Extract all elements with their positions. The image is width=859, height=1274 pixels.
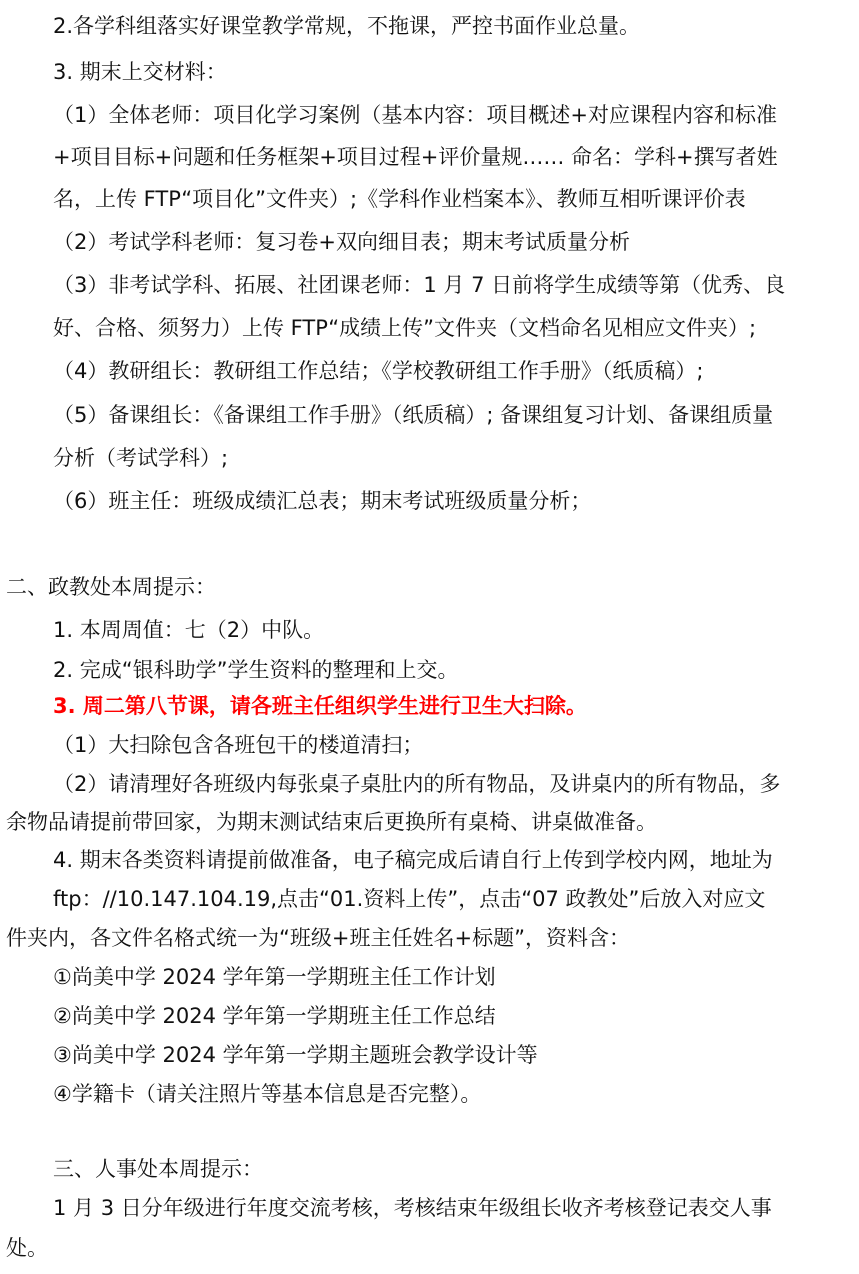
text-line: 1 月 3 日分年级进行年度交流考核，考核结束年级组长收齐考核登记表交人事: [53, 1196, 772, 1220]
text-line: 余物品请提前带回家，为期末测试结束后更换所有桌椅、讲桌做准备。: [6, 810, 657, 834]
list-item: ④学籍卡（请关注照片等基本信息是否完整）。: [53, 1082, 482, 1106]
list-item: ③尚美中学 2024 学年第一学期主题班会教学设计等: [53, 1043, 538, 1067]
text-line: 名，上传 FTP“项目化”文件夹）;《学科作业档案本》、教师互相听课评价表: [53, 187, 746, 211]
list-item: ①尚美中学 2024 学年第一学期班主任工作计划: [53, 965, 496, 989]
text-line: 2.各学科组落实好课堂教学常规，不拖课，严控书面作业总量。: [53, 14, 641, 38]
text-line: （6）班主任：班级成绩汇总表；期末考试班级质量分析；: [53, 489, 592, 513]
text-line: （2）请清理好各班级内每张桌子桌肚内的所有物品，及讲桌内的所有物品，多: [53, 772, 781, 796]
text-line: （1）大扫除包含各班包干的楼道清扫；: [53, 733, 424, 757]
text-line: 1. 本周周值：七（2）中队。: [53, 618, 325, 642]
text-line: 4. 期末各类资料请提前做准备，电子稿完成后请自行上传到学校内网，地址为: [53, 848, 773, 872]
text-line: 分析（考试学科）;: [53, 446, 229, 470]
section-heading: 3. 期末上交材料：: [53, 60, 227, 84]
section-heading: 三、人事处本周提示：: [53, 1157, 263, 1181]
text-line: （3）非考试学科、拓展、社团课老师：1 月 7 日前将学生成绩等第（优秀、良: [53, 273, 786, 297]
section-heading: 二、政教处本周提示：: [6, 575, 216, 599]
list-item: ②尚美中学 2024 学年第一学期班主任工作总结: [53, 1004, 496, 1028]
text-line: （2）考试学科老师：复习卷+双向细目表；期末考试质量分析: [53, 230, 630, 254]
text-line: 件夹内，各文件名格式统一为“班级+班主任姓名+标题”，资料含：: [6, 926, 630, 950]
text-line: （1）全体老师：项目化学习案例（基本内容：项目概述+对应课程内容和标准: [53, 103, 777, 127]
text-line: +项目目标+问题和任务框架+项目过程+评价量规…… 命名：学科+撰写者姓: [53, 145, 778, 169]
highlighted-notice: 3. 周二第八节课，请各班主任组织学生进行卫生大扫除。: [53, 694, 587, 718]
text-line: （4）教研组长：教研组工作总结；《学校教研组工作手册》（纸质稿）;: [53, 359, 704, 383]
text-line: ftp：//10.147.104.19,点击“01.资料上传”，点击“07 政教处”后放入对应文: [53, 887, 766, 911]
text-line: 2. 完成“银科助学”学生资料的整理和上交。: [53, 658, 459, 682]
text-line: 处。: [6, 1236, 48, 1260]
text-line: （5）备课组长：《备课组工作手册》（纸质稿）; 备课组复习计划、备课组质量: [53, 403, 774, 427]
text-line: 好、合格、须努力）上传 FTP“成绩上传”文件夹（文档命名见相应文件夹）;: [53, 316, 757, 340]
